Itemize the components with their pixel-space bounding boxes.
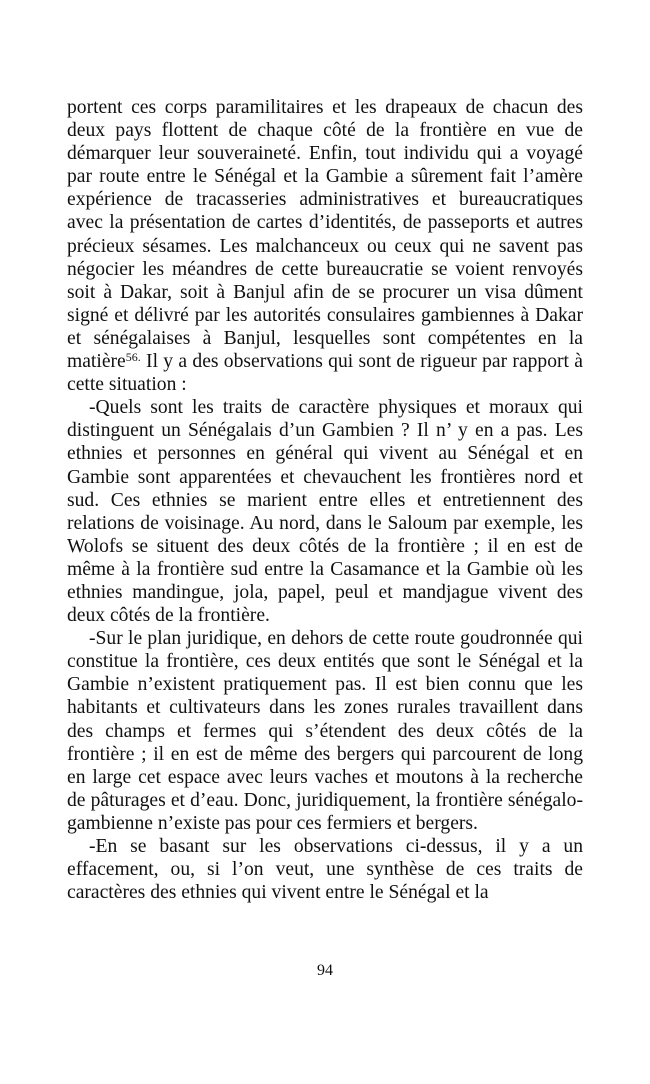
- paragraph-2: -Quels sont les traits de caractère physiques et moraux qui distinguent un Sénégalais d’un Gambien ? Il n’ y en a pas. Les ethnies et personnes en général qui vivent au Sénégal et en Gambie sont apparentées et chevauchent les frontières nord et sud. Ces ethnies se marient entre elles et entretiennent des relations de voisinage. Au nord, dans le Saloum par exemple, les Wolofs se situent des deux côtés de la frontière ; il en est de même à la frontière sud entre la Casamance et la Gambie où les ethnies mandingue, jola, papel, peul et mandjague vivent des deux côtés de la frontière.: [67, 397, 583, 627]
- footnote-reference[interactable]: 56.: [125, 350, 141, 365]
- paragraph-3: -Sur le plan juridique, en dehors de cette route goudronnée qui constitue la frontière, ces deux entités que sont le Sénégal et la Gambie n’existent pratiquement pas. Il est bien connu que les habitants et cultivateurs dans les zones rurales travaillent dans des champs et fermes qui s’étendent des deux côtés de la frontière ; il en est de même des bergers qui parcourent de long en large cet espace avec leurs vaches et moutons à la recherche de pâturages et d’eau. Donc, juridiquement, la frontière sénégalo-gambienne n’existe pas pour ces fermiers et bergers.: [67, 628, 583, 834]
- paragraph-4: -En se basant sur les observations ci-dessus, il y a un effacement, ou, si l’on veut, une synthèse de ces traits de caractères des ethnies qui vivent entre le Sénégal et la: [67, 836, 583, 904]
- page-body: [67, 96, 583, 904]
- paragraph-1-text: portent ces corps paramilitaires et les drapeaux de chacun des deux pays flottent de chaque côté de la frontière en vue de démarquer leur souveraineté. Enfin, tout individu qui a voyagé par route entre le Sénégal et la Gambie a sûrement fait l’amère expérience de tracasseries administratives et bureaucratiques avec la présentation de cartes d’identités, de passeports et autres précieux sésames. Les malchanceux ou ceux qui ne savent pas négocier les méandres de cette bureaucratie se voient renvoyés soit à Dakar, soit à Banjul afin de se procurer un visa dûment signé et délivré par les autorités consulaires gambiennes à Dakar et sénégalaises à Banjul, lesquelles sont compétentes en la matière: [67, 97, 583, 373]
- paragraph-1: [67, 96, 583, 396]
- paragraph-1-text-end: Il y a des observations qui sont de rigueur par rapport à cette situation :: [67, 351, 583, 396]
- page-number: 94: [317, 962, 333, 979]
